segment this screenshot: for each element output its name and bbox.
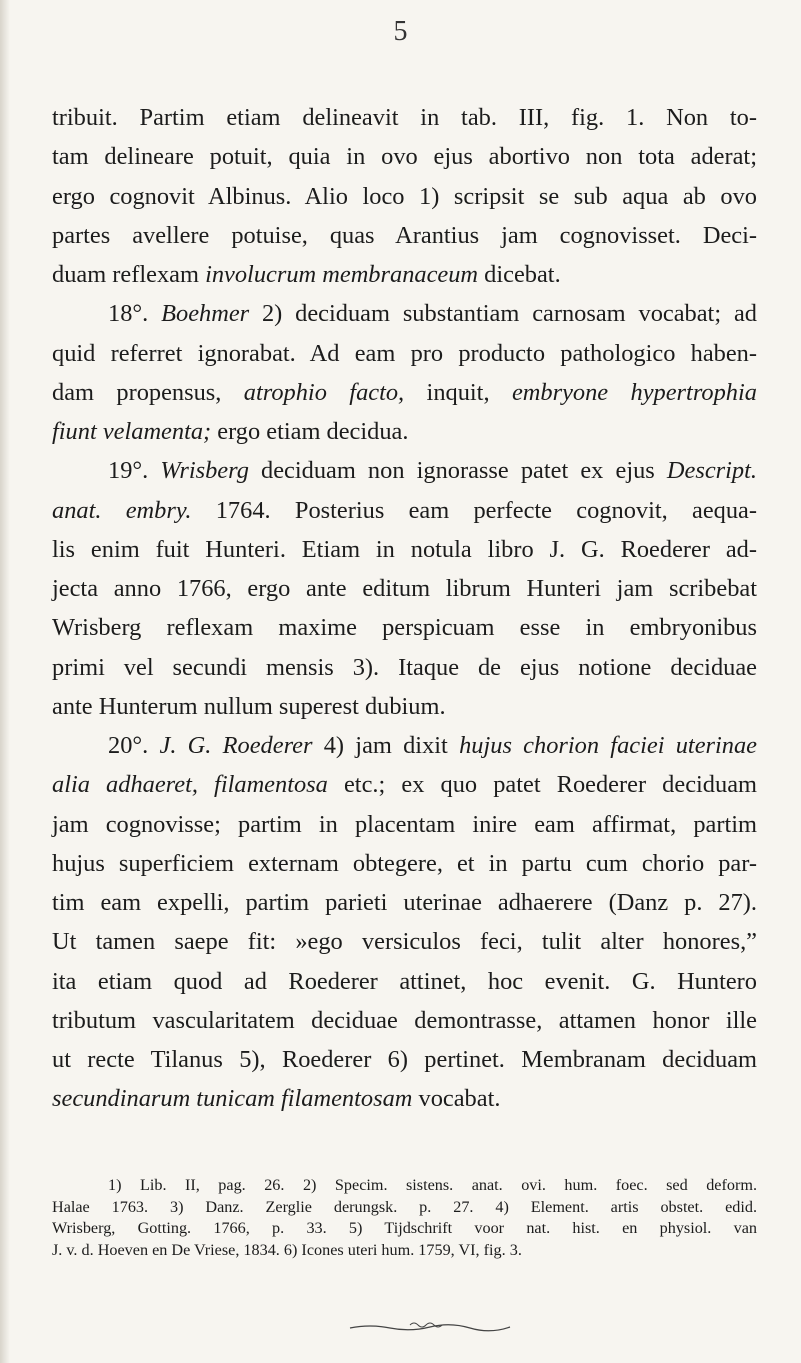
text-line: jam cognovisse; partim in placentam inire eam affirmat, partim: [52, 810, 757, 838]
text-line: 19°. Wrisberg deciduam non ignorasse patet ex ejus Descript.: [108, 457, 757, 485]
text-line: fiunt velamenta; ergo etiam decidua.: [52, 418, 409, 445]
text-line: 20°. J. G. Roederer 4) jam dixit hujus chorion faciei uterinae: [108, 732, 757, 759]
text-line: duam reflexam involucrum membranaceum dicebat.: [52, 261, 561, 288]
text-line: tributum vascularitatem deciduae demontrasse, attamen honor ille: [52, 1006, 757, 1034]
text-line: quid referret ignorabat. Ad eam pro producto pathologico haben-: [52, 339, 757, 367]
footnote-line: Wrisberg, Gotting. 1766, p. 33. 5) Tijdschrift voor nat. hist. en physiol. van: [52, 1219, 757, 1237]
text-line: hujus superficiem externam obtegere, et in partu cum chorio par-: [52, 849, 757, 877]
ornamental-rule: [330, 1320, 530, 1334]
footnotes: [52, 1175, 757, 1261]
text-line: secundinarum tunicam filamentosam vocabat.: [52, 1085, 501, 1113]
text-line: ante Hunterum nullum superest dubium.: [52, 692, 446, 720]
body-text: [52, 98, 757, 1119]
page-number: 5: [393, 16, 408, 47]
text-line: ut recte Tilanus 5), Roederer 6) pertinet. Membranam deciduam: [52, 1046, 757, 1073]
text-line: ita etiam quod ad Roederer attinet, hoc evenit. G. Huntero: [52, 967, 757, 995]
footnote-line: J. v. d. Hoeven en De Vriese, 1834. 6) Icones uteri hum. 1759, VI, fig. 3.: [52, 1240, 522, 1259]
text-line: alia adhaeret, filamentosa etc.; ex quo patet Roederer deciduam: [52, 771, 757, 799]
text-line: dam propensus, atrophio facto, inquit, embryone hypertrophia: [52, 378, 757, 406]
text-line: partes avellere potuise, quas Arantius jam cognovisset. Deci-: [52, 221, 757, 249]
text-line: 18°. Boehmer 2) deciduam substantiam carnosam vocabat; ad: [108, 300, 757, 328]
text-line: jecta anno 1766, ergo ante editum librum Hunteri jam scribebat: [52, 575, 757, 602]
text-line: lis enim fuit Hunteri. Etiam in notula libro J. G. Roederer ad-: [52, 535, 757, 563]
footnote-line: Halae 1763. 3) Danz. Zerglie derungsk. p. 27. 4) Element. artis obstet. edid.: [52, 1197, 757, 1216]
text-line: tim eam expelli, partim parieti uterinae adhaerere (Danz p. 27).: [52, 889, 757, 916]
text-line: tam delineare potuit, quia in ovo ejus abortivo non tota aderat;: [52, 143, 757, 171]
text-line: primi vel secundi mensis 3). Itaque de ejus notione deciduae: [52, 653, 757, 681]
text-line: tribuit. Partim etiam delineavit in tab. III, fig. 1. Non to-: [52, 104, 757, 131]
text-line: Ut tamen saepe fit: »ego versiculos feci, tulit alter honores,”: [52, 928, 757, 956]
text-line: anat. embry. 1764. Posterius eam perfecte cognovit, aequa-: [52, 496, 758, 524]
text-line: Wrisberg reflexam maxime perspicuam esse in embryonibus: [52, 614, 757, 642]
footnote-line: 1) Lib. II, pag. 26. 2) Specim. sistens. anat. ovi. hum. foec. sed deform.: [108, 1176, 757, 1194]
page-edge-shadow: [0, 0, 10, 1363]
text-line: ergo cognovit Albinus. Alio loco 1) scripsit se sub aqua ab ovo: [52, 182, 757, 210]
